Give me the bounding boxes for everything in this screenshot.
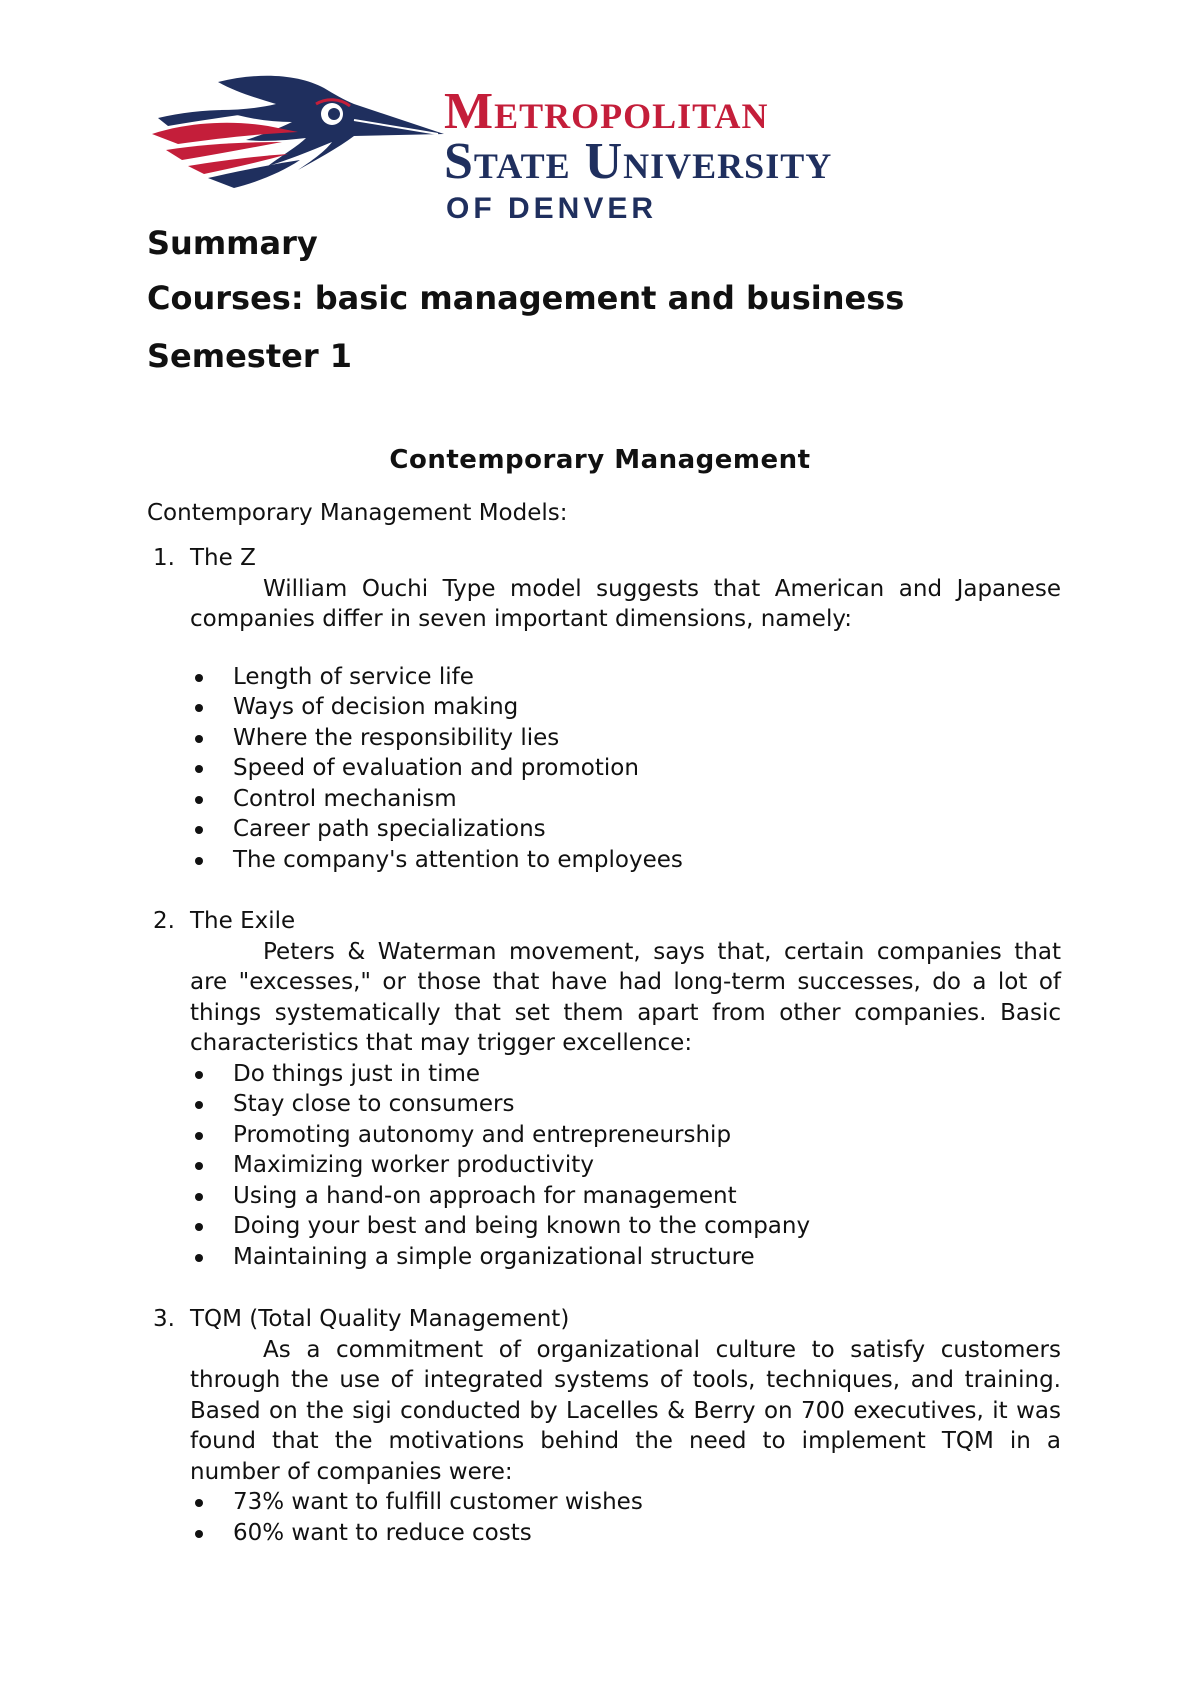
list-number: 2. [153, 908, 175, 934]
model-heading [147, 543, 1061, 574]
bullet-icon [195, 1223, 203, 1231]
list-item: Stay close to consumers [190, 1089, 1061, 1120]
list-number: 1. [153, 545, 175, 571]
bullet-list [147, 1487, 1061, 1548]
model-heading [147, 1304, 1061, 1335]
bullet-icon [195, 1499, 203, 1507]
list-item: Do things just in time [190, 1059, 1061, 1090]
bullet-icon [195, 1071, 203, 1079]
list-item: Career path specializations [190, 814, 1061, 845]
model-paragraph: Peters & Waterman movement, says that, certain companies that are "excesses," or those that have had long-term successes, do a lot of things systematically that set them apart from other companies. Basic characteristics that may trigger excellence: [190, 938, 1061, 1056]
list-item: Maintaining a simple organizational structure [190, 1242, 1061, 1273]
list-item: Using a hand-on approach for management [190, 1181, 1061, 1212]
list-item: 60% want to reduce costs [190, 1518, 1061, 1549]
semester-heading: Semester 1 [147, 337, 353, 375]
bullet-icon [195, 857, 203, 865]
university-logo [148, 70, 918, 230]
roadrunner-logo-icon [148, 74, 444, 192]
model-title: TQM (Total Quality Management) [190, 1306, 570, 1332]
list-item: Ways of decision making [190, 692, 1061, 723]
list-item: Promoting autonomy and entrepreneurship [190, 1120, 1061, 1151]
list-item: Where the responsibility lies [190, 723, 1061, 754]
model-item-exile [147, 906, 1061, 1272]
bullet-icon [195, 704, 203, 712]
model-title: The Exile [190, 908, 296, 934]
model-paragraph: As a commitment of organizational culture to satisfy customers through the use of integrated systems of tools, techniques, and training. Based on the sigi conducted by Lacelles & Berry on 700 executives, it was found that the motivations behind the need to implement TQM in a number of companies were: [190, 1336, 1061, 1485]
model-heading [147, 906, 1061, 937]
list-item: Control mechanism [190, 784, 1061, 815]
bullet-list [147, 662, 1061, 876]
courses-heading: Courses: basic management and business [147, 279, 905, 317]
section-title: Contemporary Management [389, 445, 811, 475]
list-item: Length of service life [190, 662, 1061, 693]
bullet-icon [195, 1254, 203, 1262]
list-item: The company's attention to employees [190, 845, 1061, 876]
intro-text: Contemporary Management Models: [147, 500, 568, 526]
bullet-icon [195, 1530, 203, 1538]
bullet-icon [195, 1132, 203, 1140]
model-title: The Z [190, 545, 256, 571]
bullet-icon [195, 735, 203, 743]
model-paragraph: William Ouchi Type model suggests that American and Japanese companies differ in seven important dimensions, namely: [190, 575, 1061, 632]
model-item-tqm [147, 1304, 1061, 1548]
list-item: Doing your best and being known to the company [190, 1211, 1061, 1242]
summary-heading: Summary [147, 224, 318, 262]
bullet-icon [195, 1162, 203, 1170]
bullet-icon [195, 765, 203, 773]
list-number: 3. [153, 1306, 175, 1332]
list-item: 73% want to fulfill customer wishes [190, 1487, 1061, 1518]
logo-text-metropolitan: Metropolitan [444, 83, 769, 140]
bullet-icon [195, 1101, 203, 1109]
logo-text-state-university: State University [444, 133, 833, 190]
bullet-icon [195, 674, 203, 682]
model-item-z [147, 543, 1061, 875]
logo-text-of-denver: OF DENVER [446, 192, 658, 225]
list-item: Speed of evaluation and promotion [190, 753, 1061, 784]
bullet-icon [195, 796, 203, 804]
bullet-icon [195, 1193, 203, 1201]
list-item: Maximizing worker productivity [190, 1150, 1061, 1181]
bullet-icon [195, 826, 203, 834]
bullet-list [147, 1059, 1061, 1273]
